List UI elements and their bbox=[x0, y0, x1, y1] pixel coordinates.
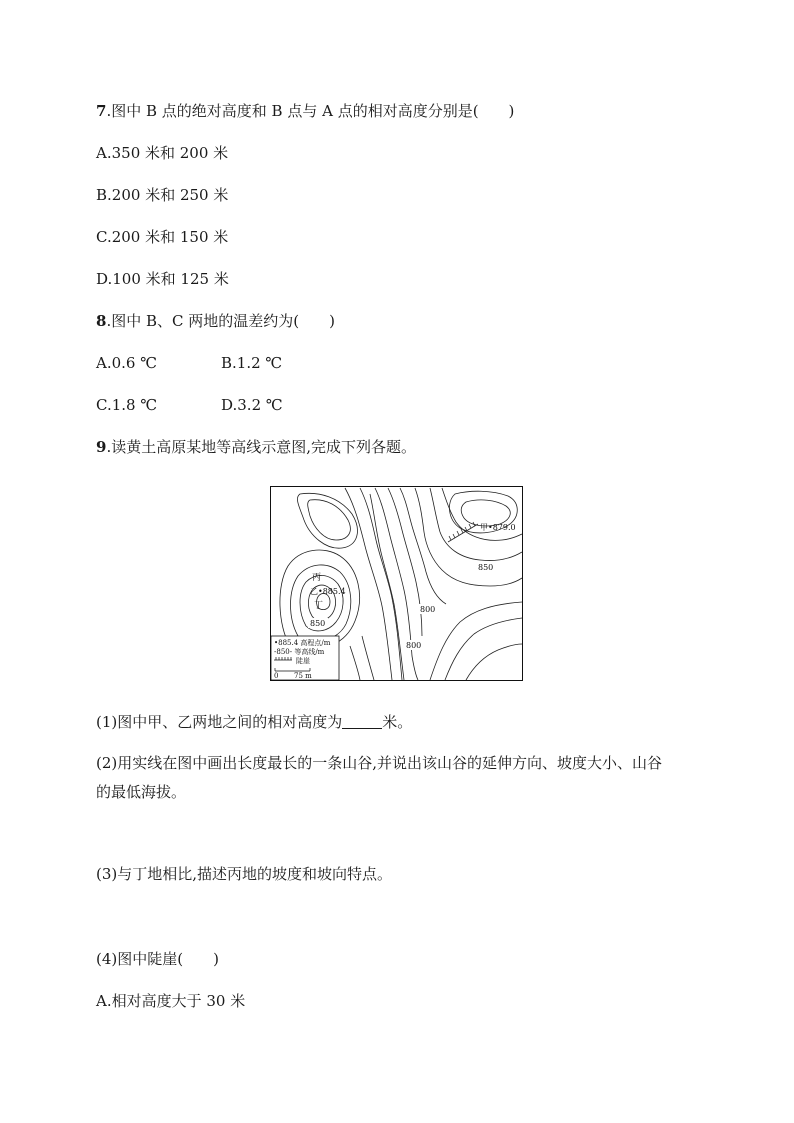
legend-scale-0: 0 bbox=[274, 672, 279, 680]
label-850-b: 850 bbox=[310, 619, 326, 628]
q7-option-b: B.200 米和 250 米 bbox=[96, 186, 229, 204]
q8-option-d: D.3.2 ℃ bbox=[221, 396, 283, 414]
label-850-a: 850 bbox=[478, 563, 494, 572]
q9-sub4-option-a: A.相对高度大于 30 米 bbox=[96, 992, 246, 1010]
q9-sub2-line2: 的最低海拔。 bbox=[96, 783, 187, 801]
q9-sub1-before: (1)图中甲、乙两地之间的相对高度为 bbox=[96, 713, 343, 731]
q8-number: 8 bbox=[96, 312, 107, 330]
q9-stem bbox=[96, 437, 416, 457]
q7-number: 7 bbox=[96, 102, 107, 120]
contour-map bbox=[270, 486, 523, 681]
label-yi: 乙•885.4 bbox=[310, 587, 346, 596]
q9-sub3: (3)与丁地相比,描述丙地的坡度和坡向特点。 bbox=[96, 865, 393, 883]
q7-text: .图中 B 点的绝对高度和 B 点与 A 点的相对高度分别是( ) bbox=[106, 102, 515, 120]
q7-stem bbox=[96, 101, 514, 121]
legend-contour: -850- 等高线/m bbox=[274, 648, 325, 656]
q8-option-b: B.1.2 ℃ bbox=[221, 354, 283, 372]
q7-option-a: A.350 米和 200 米 bbox=[96, 144, 229, 162]
q8-text: .图中 B、C 两地的温差约为( ) bbox=[106, 312, 335, 330]
legend-point: •885.4 高程点/m bbox=[274, 639, 331, 647]
q8-option-a: A.0.6 ℃ bbox=[96, 354, 158, 372]
map-legend bbox=[271, 636, 339, 680]
label-ding: 丁 bbox=[314, 601, 324, 611]
q9-sub1-blank[interactable] bbox=[342, 714, 382, 729]
label-bing: 丙 bbox=[312, 573, 322, 583]
legend-cliff: 陡崖 bbox=[296, 657, 310, 665]
q7-option-d: D.100 米和 125 米 bbox=[96, 270, 229, 288]
label-jia: 甲•879.0 bbox=[480, 523, 516, 532]
q9-sub1 bbox=[96, 712, 412, 732]
q9-text: .读黄土高原某地等高线示意图,完成下列各题。 bbox=[106, 438, 416, 456]
label-800-b: 800 bbox=[406, 641, 422, 650]
q8-stem bbox=[96, 311, 335, 331]
q7-option-c: C.200 米和 150 米 bbox=[96, 228, 229, 246]
q8-options-row-2 bbox=[96, 395, 396, 415]
q9-number: 9 bbox=[96, 438, 107, 456]
q9-sub4: (4)图中陡崖( ) bbox=[96, 950, 219, 968]
label-800-a: 800 bbox=[420, 605, 436, 614]
q8-options-row-1 bbox=[96, 353, 396, 373]
q9-sub2-line1: (2)用实线在图中画出长度最长的一条山谷,并说出该山谷的延伸方向、坡度大小、山谷 bbox=[96, 754, 663, 772]
q9-sub1-after: 米。 bbox=[382, 713, 413, 731]
legend-scale-75: 75 m bbox=[294, 672, 312, 680]
q8-option-c: C.1.8 ℃ bbox=[96, 396, 158, 414]
